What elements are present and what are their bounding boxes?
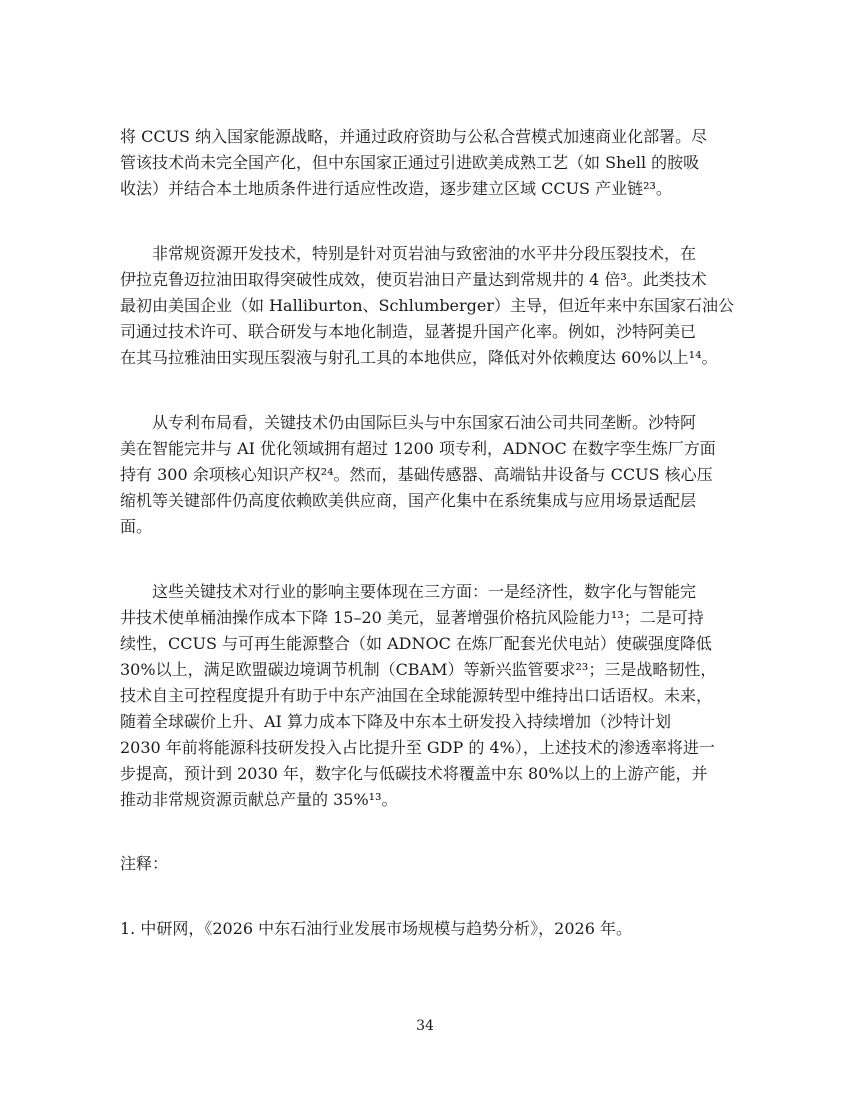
text-line: 最初由美国企业（如 Halliburton、Schlumberger）主导，但近年来中东国家石油公 [120, 296, 735, 315]
text-line: 非常规资源开发技术，特别是针对页岩油与致密油的水平井分段压裂技术，在 [152, 244, 697, 263]
text-line: 续性，CCUS 与可再生能源整合（如 ADNOC 在炼厂配套光伏电站）使碳强度降低 [120, 634, 712, 653]
text-line: 2030 年前将能源科技研发投入占比提升至 GDP 的 4%），上述技术的渗透率将进一 [120, 738, 715, 757]
document-body [120, 124, 735, 942]
text-line: 井技术使单桶油操作成本下降 15–20 美元，显著增强价格抗风险能力¹³；二是可持 [120, 608, 704, 627]
paragraph-spacer [120, 202, 732, 241]
paragraph-industry-impact [120, 579, 732, 813]
paragraph-ccus-strategy [120, 124, 732, 202]
footnote-1 [120, 916, 732, 942]
text-line: 面。 [120, 517, 153, 536]
paragraph-spacer [120, 877, 732, 916]
text-line: 这些关键技术对行业的影响主要体现在三方面：一是经济性，数字化与智能完 [152, 582, 697, 601]
paragraph-spacer [120, 813, 732, 851]
paragraph-spacer [120, 540, 732, 579]
footnote-text: 1. 中研网，《2026 中东石油行业发展市场规模与趋势分析》，2026 年。 [120, 919, 632, 938]
text-line: 30%以上，满足欧盟碳边境调节机制（CBAM）等新兴监管要求²³；三是战略韧性， [120, 660, 717, 679]
text-line: 美在智能完井与 AI 优化领域拥有超过 1200 项专利，ADNOC 在数字孪生炼厂方面 [120, 439, 716, 458]
notes-heading [120, 851, 732, 877]
page-number: 34 [416, 1018, 434, 1034]
text-line: 在其马拉雅油田实现压裂液与射孔工具的本地供应，降低对外依赖度达 60%以上¹⁴。 [120, 348, 718, 367]
text-line: 伊拉克鲁迈拉油田取得突破性成效，使页岩油日产量达到常规井的 4 倍³。此类技术 [120, 270, 707, 289]
notes-heading-text: 注释： [120, 854, 169, 873]
paragraph-spacer [120, 371, 732, 410]
text-line: 随着全球碳价上升、AI 算力成本下降及中东本土研发投入持续增加（沙特计划 [120, 712, 671, 731]
text-line: 推动非常规资源贡献总产量的 35%¹³。 [120, 790, 398, 809]
text-line: 收法）并结合本土地质条件进行适应性改造，逐步建立区域 CCUS 产业链²³。 [120, 179, 672, 198]
text-line: 技术自主可控程度提升有助于中东产油国在全球能源转型中维持出口话语权。未来， [120, 686, 713, 705]
paragraph-unconventional-resources [120, 241, 735, 371]
text-line: 管该技术尚未完全国产化，但中东国家正通过引进欧美成熟工艺（如 Shell 的胺吸 [120, 153, 700, 172]
text-line: 从专利布局看，关键技术仍由国际巨头与中东国家石油公司共同垄断。沙特阿 [152, 413, 697, 432]
text-line: 步提高，预计到 2030 年，数字化与低碳技术将覆盖中东 80%以上的上游产能，并 [120, 764, 708, 783]
text-line: 缩机等关键部件仍高度依赖欧美供应商，国产化集中在系统集成与应用场景适配层 [120, 491, 697, 510]
text-line: 司通过技术许可、联合研发与本地化制造，显著提升国产化率。例如，沙特阿美已 [120, 322, 697, 341]
text-line: 将 CCUS 纳入国家能源战略，并通过政府资助与公私合营模式加速商业化部署。尽 [120, 127, 708, 146]
paragraph-patent-layout [120, 410, 732, 540]
text-line: 持有 300 余项核心知识产权²⁴。然而，基础传感器、高端钻井设备与 CCUS 核心压 [120, 465, 713, 484]
